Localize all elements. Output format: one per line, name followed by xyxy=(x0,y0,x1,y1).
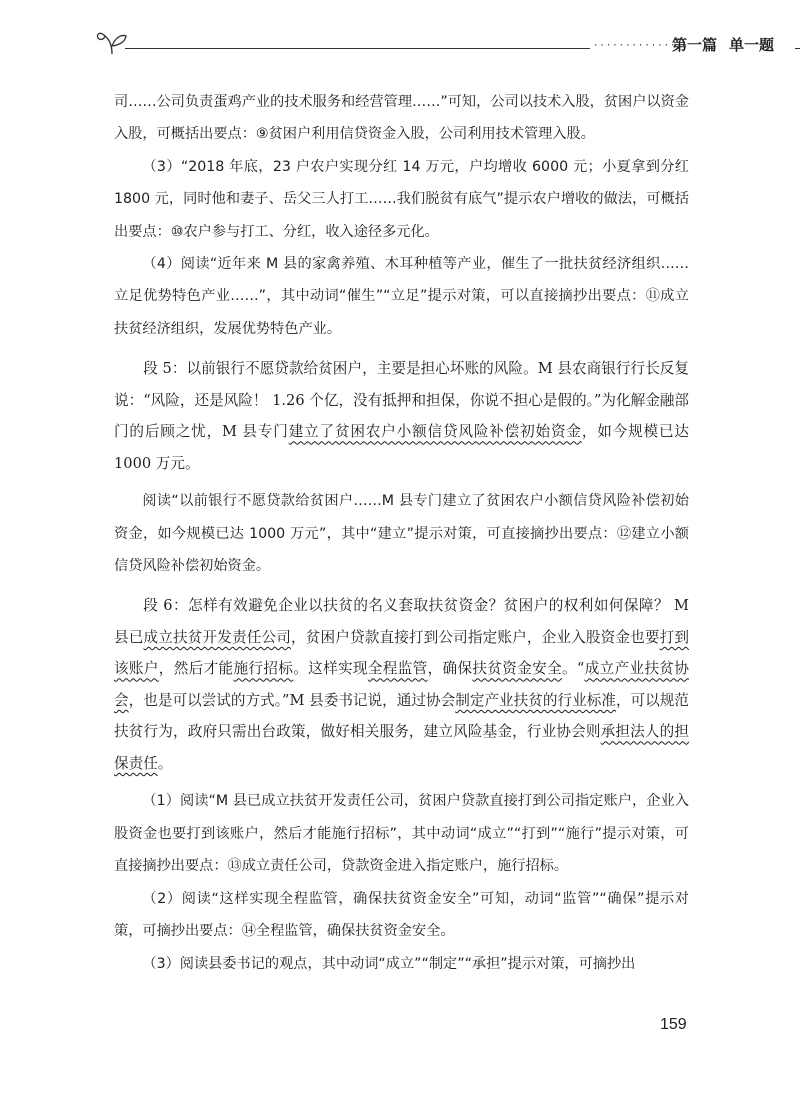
text-run: 司……公司负责蛋鸡产业的技术服务和经营管理……”可知，公司以技术入股，贫困户以资金入股，可概括出要点：⑨贫困户利用信贷资金入股，公司利用技术管理入股。 xyxy=(114,94,689,143)
underlined-phrase: 承担法人的担保责任 xyxy=(114,723,689,772)
text-run: 段 5：以前银行不愿贷款给贫困户，主要是担心坏账的风险。M 县农商银行行长反复说：“风险，还是风险！ 1.26 个亿，没有抵押和担保，你说不担心是假的。”为化解金融部门的后顾之忧，M 县专门 xyxy=(114,360,689,441)
underlined-phrase: 扶贫资金安全 xyxy=(472,660,562,678)
text-run: （1）阅读“M 县已成立扶贫开发责任公司，贫困户贷款直接打到公司指定账户，企业入股资金也要打到该账户，然后才能施行招标”，其中动词“成立”“打到”“施行”提示对策，可直接摘抄出要点：⑬成立责任公司，贷款资金进入指定账户，施行招标。 xyxy=(114,793,689,875)
text-run: ，确保 xyxy=(427,660,473,678)
header-topic: 单一题 xyxy=(729,36,775,54)
underlined-phrase: 全程监管 xyxy=(367,660,428,678)
text-run: ，也是可以尝试的方式。”M 县委书记说，通过协会 xyxy=(128,691,456,709)
paragraph xyxy=(114,590,689,779)
text-run: （4）阅读“近年来 M 县的家禽养殖、木耳种植等产业，催生了一批扶贫经济组织……立足优势特色产业……”，其中动词“催生”“立足”提示对策，可以直接摘抄出要点：⑪成立扶贫经济组织，发展优势特色产业。 xyxy=(114,256,689,337)
header-title xyxy=(672,34,774,55)
sprout-icon xyxy=(95,28,129,56)
header-dots: ··············· xyxy=(593,41,690,51)
paragraph xyxy=(114,151,689,248)
paragraph xyxy=(114,86,689,151)
paragraph xyxy=(114,353,689,479)
underlined-phrase: 制定产业扶贫的行业标准 xyxy=(455,691,616,709)
text-run: 段 6：怎样有效避免企业以扶贫的名义套取扶贫资金？贫困户的权利如何保障？ M 县已 xyxy=(114,597,689,646)
running-header xyxy=(95,28,795,58)
header-rule-left xyxy=(125,48,590,49)
paragraph xyxy=(114,785,689,882)
text-run: ，然后才能 xyxy=(158,660,234,678)
underlined-phrase: 打到该账户 xyxy=(114,628,689,678)
underlined-phrase: 施行招标 xyxy=(233,660,294,678)
header-rule-right xyxy=(795,48,800,49)
text-run: 。“ xyxy=(562,660,585,678)
underlined-phrase: 成立产业扶贫协会 xyxy=(114,660,689,709)
text-run: ，可以规范扶贫行为，政府只需出台政策，做好相关服务，建立风险基金，行业协会则 xyxy=(114,691,689,741)
paragraph xyxy=(114,948,689,980)
text-run: （3）阅读县委书记的观点，其中动词“成立”“制定”“承担”提示对策，可摘抄出 xyxy=(142,955,636,972)
header-part: 第一篇 xyxy=(672,36,718,54)
text-run: 阅读“以前银行不愿贷款给贫困户……M 县专门建立了贫困农户小额信贷风险补偿初始资金，如今规模已达 1000 万元”，其中“建立”提示对策，可直接摘抄出要点：⑫建立小额信贷风险补偿初始资金。 xyxy=(114,493,689,575)
paragraph xyxy=(114,883,689,948)
page-number: 159 xyxy=(660,1016,687,1033)
text-run: ，如今规模已达 1000 万元。 xyxy=(114,423,689,472)
text-run: 。这样实现 xyxy=(293,660,368,678)
paragraph xyxy=(114,248,689,345)
paragraph xyxy=(114,485,689,582)
page-body xyxy=(114,86,689,980)
text-run: 。 xyxy=(157,754,173,772)
text-run: （3）“2018 年底，23 户农户实现分红 14 万元，户均增收 6000 元；小夏拿到分红 1800 元，同时他和妻子、岳父三人打工……我们脱贫有底气”提示农户增收的做法，可概括出要点：⑩农户参与打工、分红，收入途径多元化。 xyxy=(114,158,689,240)
underlined-phrase: 成立扶贫开发责任公司 xyxy=(143,628,291,646)
underlined-phrase: 建立了贫困农户小额信贷风险补偿初始资金 xyxy=(288,423,582,441)
text-run: ，贫困户贷款直接打到公司指定账户，企业入股资金也要 xyxy=(290,628,660,646)
text-run: （2）阅读“这样实现全程监管，确保扶贫资金安全”可知，动词“监管”“确保”提示对策，可摘抄出要点：⑭全程监管，确保扶贫资金安全。 xyxy=(114,890,689,940)
